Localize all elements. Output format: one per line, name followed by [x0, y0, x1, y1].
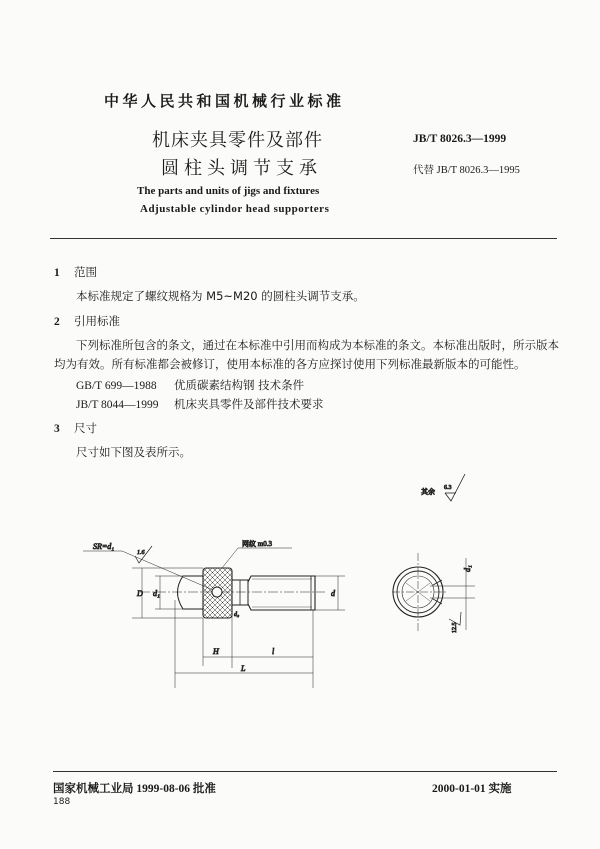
standard-number: JB/T 8026.3—1999	[413, 133, 507, 145]
dim-d1: d₁	[153, 589, 160, 598]
dim-d2: d₂	[234, 612, 240, 618]
dim-L: L	[241, 664, 246, 673]
section-1-text: 本标准规定了螺纹规格为 M5~M20 的圆柱头调节支承。	[76, 289, 365, 303]
effective-date: 2000-01-01 实施	[432, 783, 512, 795]
reference-1: GB/T 699—1988 优质碳素结构钢 技术条件	[76, 378, 305, 392]
title-cn-line1: 机床夹具零件及部件	[152, 130, 323, 151]
side-view	[392, 553, 475, 632]
reference-2: JB/T 8044—1999 机床夹具零件及部件技术要求	[76, 397, 324, 411]
rest-roughness-value: 6.3	[444, 485, 452, 491]
front-view	[83, 546, 345, 688]
side-dim-d1: d₁	[463, 565, 472, 572]
section-1-heading: 1 范围	[54, 265, 97, 279]
dim-D: D	[137, 589, 143, 598]
dim-l: l	[272, 647, 275, 656]
dim-d: d	[331, 589, 335, 598]
org-standard-header: 中华人民共和国机械行业标准	[104, 92, 345, 110]
title-en-line1: The parts and units of jigs and fixtures	[137, 185, 320, 197]
sr-label: SR=d₁	[93, 542, 115, 551]
title-en-line2: Adjustable cylindor head supporters	[140, 203, 330, 215]
section-3-text: 尺寸如下图及表所示。	[76, 445, 191, 459]
section-2-text-1: 下列标准所包含的条文，通过在本标准中引用而构成为本标准的条文。本标准出版时，所示版本	[76, 338, 559, 352]
side-roughness-value: 12.5	[452, 622, 458, 633]
rest-label: 其余	[421, 488, 435, 496]
section-2-text-2: 均为有效。所有标准都会被修订，使用本标准的各方应探讨使用下列标准最新版本的可能性。	[54, 357, 526, 371]
replaces-standard: 代替 JB/T 8026.3—1995	[413, 165, 520, 176]
section-2-heading: 2 引用标准	[54, 314, 120, 328]
sr-roughness-value: 1.6	[137, 550, 145, 556]
page-number: 188	[53, 797, 71, 807]
section-3-heading: 3 尺寸	[54, 421, 97, 435]
footer-divider	[53, 771, 557, 772]
dim-H: H	[213, 647, 219, 656]
title-cn-line2: 圆柱头调节支承	[161, 158, 322, 179]
knurl-label: 网纹 m0.3	[242, 540, 272, 548]
approval-info: 国家机械工业局 1999-08-06 批准	[53, 783, 216, 795]
